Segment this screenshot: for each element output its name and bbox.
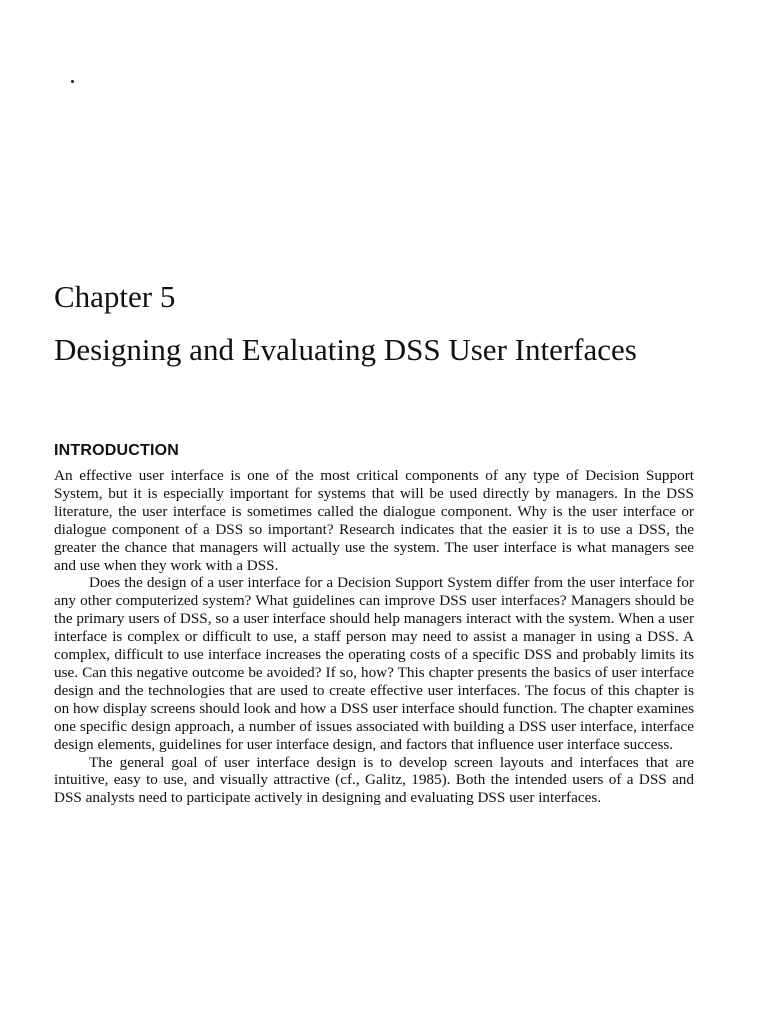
paragraph-1: An effective user interface is one of the most critical components of any type of Decision Support System, but it is especially important for systems that will be used directly by managers. In the DSS literature, the user interface is sometimes called the dialogue component. Why is the user interface or dialogue component of a DSS so important? Research indicates that the easier it is to use a DSS, the greater the chance that managers will actually use the system. The user interface is what managers see and use when they work with a DSS. bbox=[54, 467, 694, 574]
paragraph-2: Does the design of a user interface for a Decision Support System differ from the user interface for any other computerized system? What guidelines can improve DSS user interfaces? Managers should be the primary users of DSS, so a user interface should help managers interact with the system. When a user interface is complex or difficult to use, a staff person may need to assist a manager in using a DSS. A complex, difficult to use interface increases the operating costs of a specific DSS and probably limits its use. Can this negative outcome be avoided? If so, how? This chapter presents the basics of user interface design and the technologies that are used to create effective user interfaces. The focus of this chapter is on how display screens should look and how a DSS user interface should function. The chapter examines one specific design approach, a number of issues associated with building a DSS user interface, interface design elements, guidelines for user interface design, and factors that influence user interface success. bbox=[54, 574, 694, 753]
page-mark-dot bbox=[71, 80, 74, 83]
paragraph-3: The general goal of user interface design is to develop screen layouts and interfaces that are intuitive, easy to use, and visually attractive (cf., Galitz, 1985). Both the intended users of a DSS and DSS analysts need to participate actively in designing and evaluating DSS user interfaces. bbox=[54, 753, 694, 807]
section-heading: INTRODUCTION bbox=[54, 442, 180, 459]
chapter-title: Designing and Evaluating DSS User Interfaces bbox=[54, 332, 637, 367]
chapter-label: Chapter 5 bbox=[54, 279, 176, 314]
body-text bbox=[54, 467, 694, 807]
